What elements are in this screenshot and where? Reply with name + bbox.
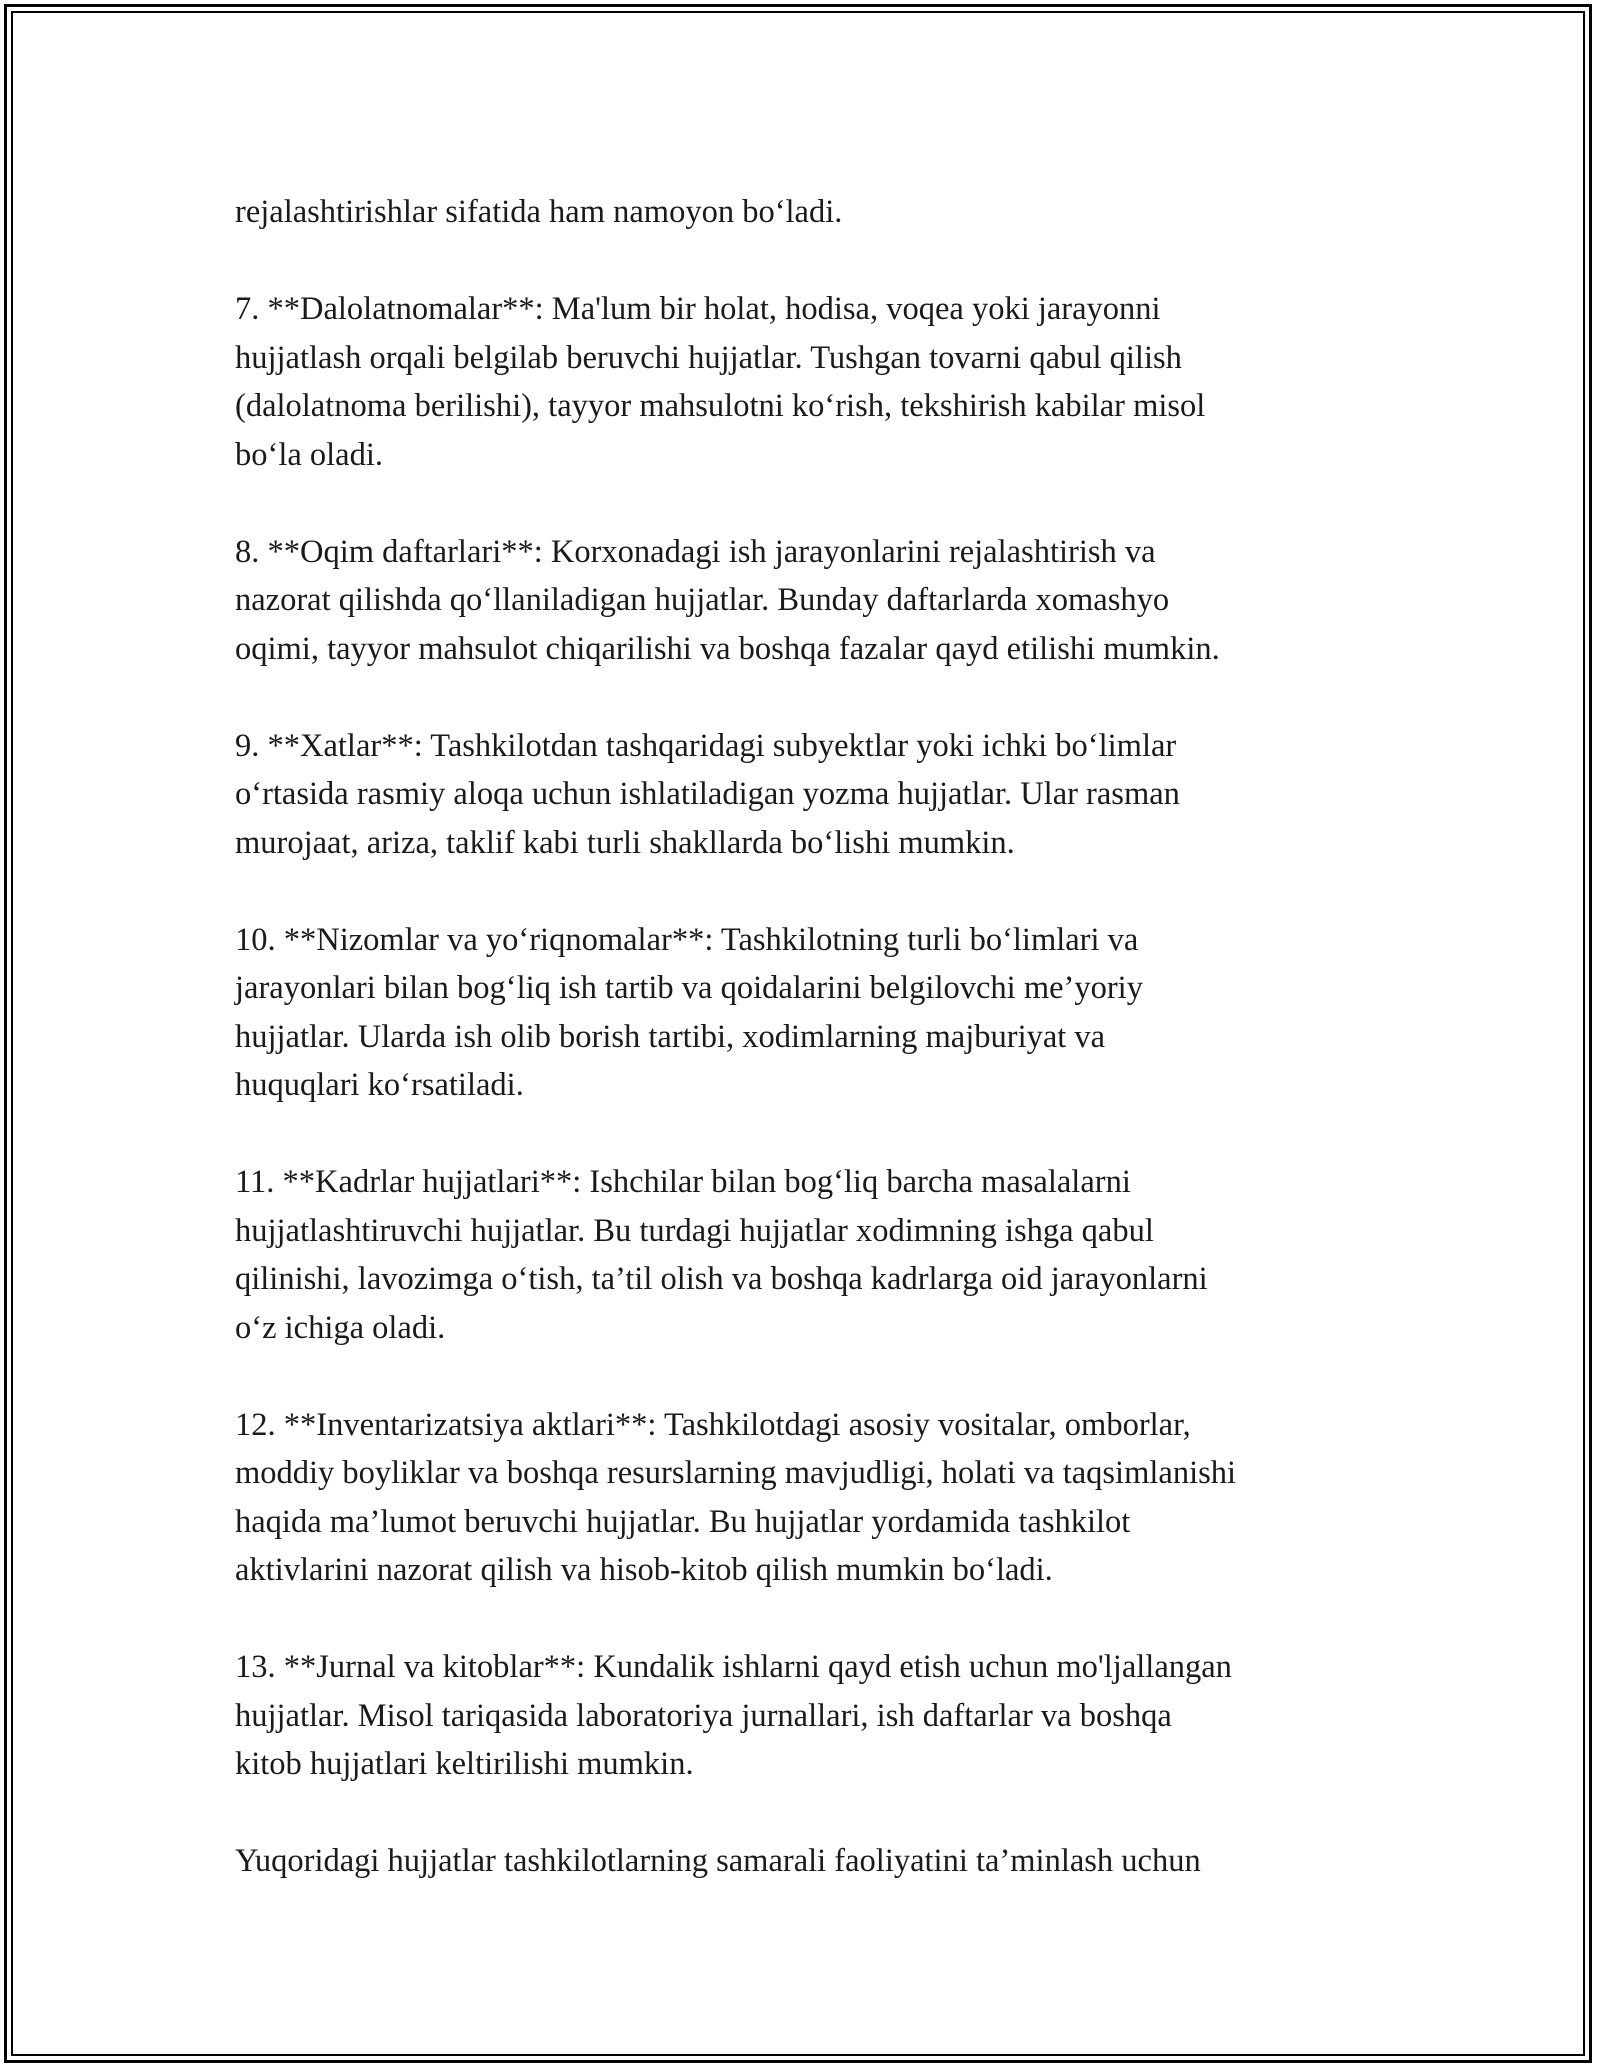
paragraph-item-10 <box>235 916 1395 1110</box>
text-line: kitob hujjatlari keltirilishi mumkin. <box>235 1746 694 1782</box>
text-line: rejalashtirishlar sifatida ham namoyon bo‘ladi. <box>235 194 843 230</box>
text-line: murojaat, ariza, taklif kabi turli shakllarda bo‘lishi mumkin. <box>235 824 1015 861</box>
text-line: aktivlarini nazorat qilish va hisob-kitob qilish mumkin bo‘ladi. <box>235 1552 1053 1588</box>
text-line: hujjatlar. Misol tariqasida laboratoriya jurnallari, ish daftarlar va boshqa <box>235 1697 1172 1734</box>
text-line: oqimi, tayyor mahsulot chiqarilishi va boshqa fazalar qayd etilishi mumkin. <box>235 630 1220 667</box>
text-line: (dalolatnoma berilishi), tayyor mahsulotni ko‘rish, tekshirish kabilar misol <box>235 388 1206 424</box>
text-line: o‘rtasida rasmiy aloqa uchun ishlatiladigan yozma hujjatlar. Ular rasman <box>235 776 1180 812</box>
paragraph-conclusion <box>235 1837 1395 1886</box>
paragraph-item-12 <box>235 1401 1395 1595</box>
text-line: moddiy boyliklar va boshqa resurslarning mavjudligi, holati va taqsimlanishi <box>235 1455 1237 1491</box>
text-line: 10. **Nizomlar va yo‘riqnomalar**: Tashkilotning turli bo‘limlari va <box>235 921 1139 958</box>
text-line: hujjatlash orqali belgilab beruvchi hujjatlar. Tushgan tovarni qabul qilish <box>235 339 1182 376</box>
document-body <box>235 188 1395 1934</box>
text-line: Yuqoridagi hujjatlar tashkilotlarning samarali faoliyatini ta’minlash uchun <box>235 1843 1201 1879</box>
paragraph-item-11 <box>235 1158 1395 1352</box>
paragraph-item-9 <box>235 722 1395 868</box>
text-line: 12. **Inventarizatsiya aktlari**: Tashkilotdagi asosiy vositalar, omborlar, <box>235 1406 1191 1443</box>
text-line: huquqlari ko‘rsatiladi. <box>235 1067 524 1103</box>
text-line: qilinishi, lavozimga o‘tish, ta’til olish va boshqa kadrlarga oid jarayonlarni <box>235 1261 1208 1297</box>
paragraph-item-7 <box>235 285 1395 479</box>
text-line: hujjatlar. Ularda ish olib borish tartibi, xodimlarning majburiyat va <box>235 1018 1106 1055</box>
text-line: 11. **Kadrlar hujjatlari**: Ishchilar bilan bog‘liq barcha masalalarni <box>235 1164 1131 1200</box>
text-line: bo‘la oladi. <box>235 436 384 473</box>
text-line: haqida ma’lumot beruvchi hujjatlar. Bu hujjatlar yordamida tashkilot <box>235 1503 1131 1540</box>
text-line: 8. **Oqim daftarlari**: Korxonadagi ish jarayonlarini rejalashtirish va <box>235 533 1156 570</box>
text-line: jarayonlari bilan bog‘liq ish tartib va qoidalarini belgilovchi me’yoriy <box>235 970 1143 1006</box>
text-line: 9. **Xatlar**: Tashkilotdan tashqaridagi subyektlar yoki ichki bo‘limlar <box>235 727 1177 764</box>
text-line: nazorat qilishda qo‘llaniladigan hujjatlar. Bunday daftarlarda xomashyo <box>235 582 1170 618</box>
paragraph-continuation <box>235 188 1395 237</box>
text-line: hujjatlashtiruvchi hujjatlar. Bu turdagi hujjatlar xodimning ishga qabul <box>235 1212 1154 1249</box>
paragraph-item-8 <box>235 528 1395 674</box>
text-line: 7. **Dalolatnomalar**: Ma'lum bir holat, hodisa, voqea yoki jarayonni <box>235 291 1161 327</box>
text-line: o‘z ichiga oladi. <box>235 1309 446 1346</box>
paragraph-item-13 <box>235 1643 1395 1789</box>
text-line: 13. **Jurnal va kitoblar**: Kundalik ishlarni qayd etish uchun mo'ljallangan <box>235 1649 1232 1685</box>
